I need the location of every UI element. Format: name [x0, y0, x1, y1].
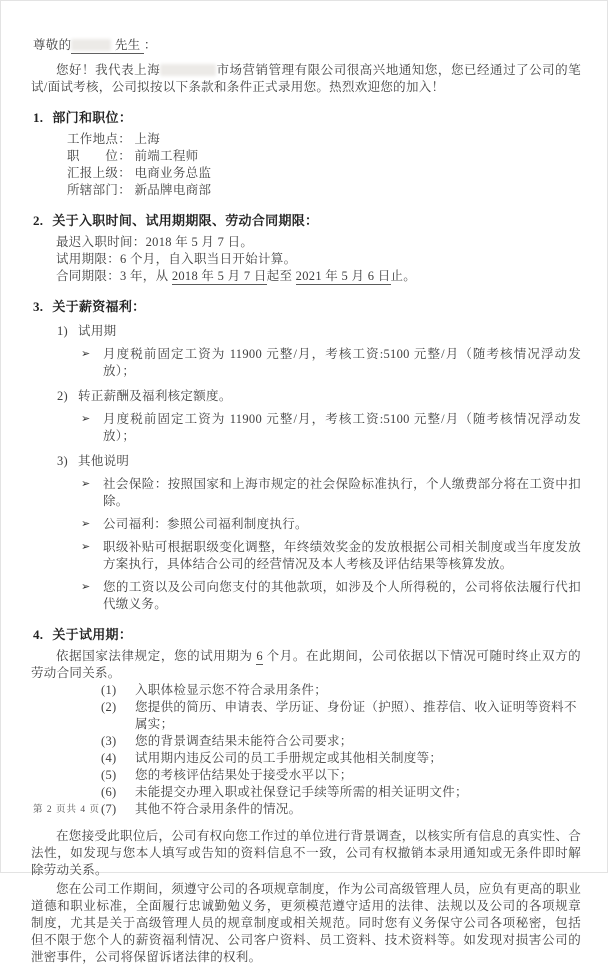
recipient-name-underline [71, 38, 143, 54]
probation-months-underlined: 6 [256, 649, 263, 663]
intro-after: 市场营销管理有限公司很高兴地通知您，您已经通过了公司的笔试/面试考核，公司拟按以下条款和条件正式录用您。热烈欢迎您的加入！ [31, 63, 582, 94]
condition-text: 试用期内违反公司的员工手册规定或其他相关制度等； [135, 751, 443, 765]
probation-salary-bullet [81, 346, 581, 380]
condition-number: (2) [101, 700, 117, 714]
position-value: 前端工程师 [134, 149, 199, 163]
tax-withholding-bullet [81, 579, 581, 613]
onboard-date-line: 最迟入职时间：2018 年 5 月 7 日。 [56, 235, 254, 249]
grade-subsidy-text: 职级补贴可根据职级变化调整，年终绩效奖金的发放根据公司相关制度或当年度发放方案执行，具体结合公司的经营情况及本人考核及评估结果等核算发放。 [103, 540, 581, 571]
probation-intro-post: 个月。在此期间，公司依据以下情况可随时终止双方的劳动合同关系。 [31, 649, 581, 680]
section-2-number: 2. [33, 213, 44, 228]
department-label: 所辖部门： [67, 183, 132, 197]
salary-item-3 [57, 453, 581, 470]
contract-term-mid: 起至 [266, 269, 296, 283]
work-location-row [67, 131, 581, 148]
condition-text: 您的考核评估结果处于接受水平以下； [135, 768, 353, 782]
salary-item-3-title: 其他说明 [78, 454, 130, 468]
section-2-heading [33, 212, 581, 229]
salary-item-1-title: 试用期 [78, 324, 117, 338]
section-3-number: 3. [33, 299, 44, 314]
position-label: 职 位： [67, 149, 132, 163]
section-4-number: 4. [33, 627, 44, 642]
report-to-label: 汇报上级： [67, 166, 132, 180]
report-to-value: 电商业务总监 [134, 166, 212, 180]
report-to-row [67, 165, 581, 182]
redacted-name-blur [71, 39, 111, 51]
condition-number: (6) [101, 785, 117, 799]
social-insurance-text: 社会保险：按照国家和上海市规定的社会保险标准执行，个人缴费部分将在工资中扣除。 [103, 477, 581, 508]
condition-text: 入职体检显示您不符合录用条件； [135, 683, 328, 697]
page-number-footer: 第 2 页共 4 页 [33, 805, 101, 815]
company-welfare-text: 公司福利：参照公司福利制度执行。 [103, 517, 308, 531]
salary-item-1 [57, 323, 581, 340]
contract-term-post: 止。 [390, 269, 417, 283]
salary-item-2 [57, 388, 581, 405]
section-1-number: 1. [33, 110, 44, 125]
condition-text: 您的背景调查结果未能符合公司要求； [135, 734, 353, 748]
greeting-colon: ： [143, 38, 157, 52]
greeting-line [33, 37, 581, 54]
greeting-prefix: 尊敬的 [33, 38, 72, 52]
arrow-bullet-icon: ➢ [81, 478, 91, 490]
work-location-label: 工作地点： [67, 132, 132, 146]
intro-paragraph [31, 62, 581, 96]
section-1-title: 部门和职位： [52, 110, 133, 125]
document-body [1, 1, 607, 966]
contract-start-date: 2018 年 5 月 7 日 [171, 269, 267, 283]
regular-salary-bullet [81, 411, 581, 445]
condition-row [101, 699, 581, 733]
section-2-title: 关于入职时间、试用期期限、劳动合同期限： [52, 213, 319, 228]
department-value: 新品牌电商部 [134, 183, 212, 197]
social-insurance-bullet [81, 476, 581, 510]
section-3-title: 关于薪资福利： [52, 299, 146, 314]
redacted-company-blur [160, 64, 216, 76]
salary-item-2-title: 转正薪酬及福利核定额度。 [78, 389, 232, 403]
arrow-bullet-icon: ➢ [81, 413, 91, 425]
section-4-heading [33, 626, 581, 643]
work-location-value: 上海 [134, 132, 161, 146]
contract-term-pre: 合同期限：3 年，从 [56, 269, 172, 283]
salary-item-3-number: 3) [57, 454, 69, 468]
confidentiality-paragraph: 您在公司工作期间，须遵守公司的各项规章制度，作为公司高级管理人员，应负有更高的职业道德和职业标准，全面履行忠诚勤勉义务，更须模范遵守适用的法律、法规以及公司的各项规章制度，尤其是关于高级管理人员的规章制度或相关规范。同时您有义务保守公司各项秘密，包括但不限于您个人的薪资福利情况、公司客户资料、员工资料、技术资料等。如发现对损害公司的泄密事件，公司将保留诉诸法律的权利。 [31, 882, 581, 964]
condition-row [101, 784, 581, 801]
condition-number: (3) [101, 734, 117, 748]
condition-row [101, 801, 581, 818]
condition-row [101, 750, 581, 767]
salary-item-1-number: 1) [57, 324, 69, 338]
regular-salary-text: 月度税前固定工资为 11900 元整/月，考核工资:5100 元整/月（随考核情况浮动发放）； [103, 412, 581, 443]
condition-number: (7) [101, 802, 117, 816]
probation-salary-text: 月度税前固定工资为 11900 元整/月，考核工资:5100 元整/月（随考核情况浮动发放）； [103, 347, 581, 378]
probation-intro-paragraph [31, 648, 581, 682]
probation-intro-pre: 依据国家法律规定，您的试用期为 [56, 649, 257, 663]
arrow-bullet-icon: ➢ [81, 348, 91, 360]
company-welfare-bullet [81, 516, 581, 533]
department-row [67, 182, 581, 199]
arrow-bullet-icon: ➢ [81, 581, 91, 593]
condition-text: 未能提交办理入职或社保登记手续等所需的相关证明文件； [135, 785, 468, 799]
arrow-bullet-icon: ➢ [81, 541, 91, 553]
background-check-paragraph: 在您接受此职位后，公司有权向您工作过的单位进行背景调查，以核实所有信息的真实性、合法性，如发现与您本人填写或告知的资料信息不一致，公司有权撤销本录用通知或无条件即时解除劳动关系。 [31, 829, 581, 877]
condition-row [101, 733, 581, 750]
condition-number: (5) [101, 768, 117, 782]
tax-withholding-text: 您的工资以及公司向您支付的其他款项，如涉及个人所得税的，公司将依法履行代扣代缴义务。 [103, 580, 581, 611]
condition-text: 您提供的简历、申请表、学历证、身份证（护照）、推荐信、收入证明等资料不属实； [135, 700, 577, 731]
condition-text: 其他不符合录用条件的情况。 [135, 802, 302, 816]
intro-before: 您好！我代表上海 [56, 63, 161, 77]
salary-item-2-number: 2) [57, 389, 69, 403]
probation-term-line: 试用期限：6 个月，自入职当日开始计算。 [56, 252, 297, 266]
condition-number: (4) [101, 751, 117, 765]
arrow-bullet-icon: ➢ [81, 518, 91, 530]
condition-row [101, 767, 581, 784]
position-row [67, 148, 581, 165]
section-3-heading [33, 298, 581, 315]
greeting-suffix: 先生 [111, 38, 144, 52]
grade-subsidy-bullet [81, 539, 581, 573]
section-4-title: 关于试用期： [52, 627, 133, 642]
condition-row [101, 682, 581, 699]
section-1-heading [33, 109, 581, 126]
contract-term-line [56, 268, 581, 285]
contract-end-date: 2021 年 5 月 6 日 [295, 269, 391, 283]
condition-number: (1) [101, 683, 117, 697]
